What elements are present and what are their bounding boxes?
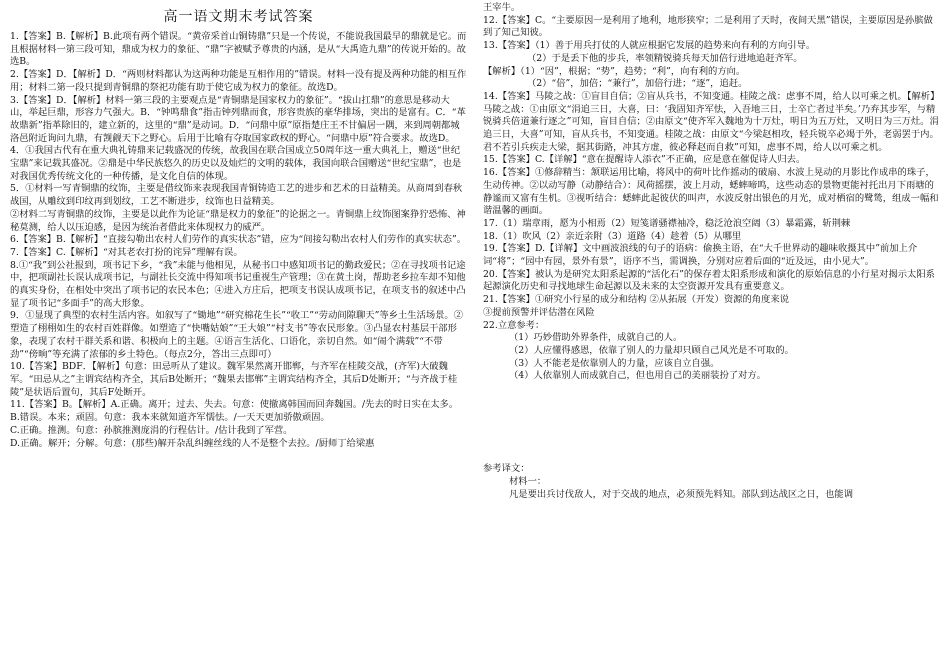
answer-19: 19.【答案】D.【详解】文中画波浪线的句子的语病：偷换主语，在“大千世界动的趣味收摄其中”前加上介词“将”；“园中有园，景外有景”，语序不当，需调换，分别对应着后面的“近及远，由小见大”。: [483, 243, 918, 268]
page-title: 高一语文期末考试答案: [163, 9, 314, 25]
answer-16: 16.【答案】①修辞精当：颔联运用比喻，将风中的荷叶比作摇动的破扇、水波上晃动的月影比作成串的珠子，生动传神。②以动写静（动静结合）：风荷摇摆，波上月动，蟋蟀啼鸣，这些动态的景物更能衬托出月下雨塘的静谧而又富有生机。③视听结合：蟋蟀此起彼伏的叫声，水波反射出银色的月光，成对栖宿的鹭鸶，组成一幅和谐温馨的画面。: [483, 167, 939, 217]
right-column: [483, 2, 942, 501]
answer-13-1: 13.【答案】（1）善于用兵打仗的人就应根据它发展的趋势来向有利的方向引导。: [483, 40, 816, 52]
answer-21-a: 21.【答案】①研究小行星的成分和结构 ②从拓展（开发）资源的角度来说: [483, 294, 789, 306]
answer-22-point-1: （1）巧妙借助外界条件，成就自己的人。: [509, 332, 683, 344]
translation-heading: 参考译文：: [483, 463, 530, 475]
answer-17: 17.（1）瑞章雨，愿为小相焉（2）短笺谱骚襟袖冷，稳泛沧浪空阔（3）暴霜露，斩荆棘: [483, 217, 851, 229]
answer-11-continued: 王宰牛。: [483, 2, 521, 13]
blank-space: [483, 383, 942, 463]
answer-22-point-4: （4）人依靠别人而成就自己，但也用自己的美丽装扮了对方。: [509, 370, 766, 382]
answer-3: 3.【答案】D．【解析】材料一第三段的主要观点是“青铜鼎是国家权力的象征”。“拔山扛鼎”的意思是移动大山，举起巨鼎，形容力气强大。B．“钟鸣鼎食”指击钟列鼎而食，形容贵族的豪华排场，突出的是富有。C．“革故鼎新”指革除旧的，建立新的，这里的“鼎”是动词。D．“问鼎中原”原指楚庄王不甘偏居一隅，来到周朝都城洛邑附近询问九鼎，有觊觎天下之野心。后用于比喻有夺取国家政权的野心。“问鼎中原”符合要求。故选D。: [10, 94, 466, 144]
translation-subheading: 材料一：: [509, 475, 547, 487]
answer-22-heading: 22.立意参考：: [483, 319, 545, 331]
answer-2: 2.【答案】D．【解析】D．“两则材料都认为这两种功能是互相作用的”错误。材料一没有提及两种功能的相互作用；材料二第一段只提到青铜鼎的祭祀功能有助于使它成为权力的象征。故选D。: [10, 69, 467, 93]
answer-5-part-1: 5．①材料一写青铜鼎的纹饰，主要是借纹饰来表现我国青铜铸造工艺的进步和艺术的日益精美。从商周到春秋战国，从雕纹到印纹再到划纹，工艺不断进步，纹饰也日益精美。: [10, 183, 463, 208]
answer-18: 18.（1）吹风（2）亲近亲附（3）道路（4）趁着（5）从哪里: [483, 230, 742, 242]
answer-5-part-2: ②材料二写青铜鼎的纹饰，主要是以此作为论证“鼎是权力的象征”的论据之一。青铜鼎上纹饰图案狰狞恐怖、神秘莫测，给人以压迫感，是因为统治者借此来体现权力的威严。: [10, 208, 466, 233]
answer-10: 10.【答案】BDF．【解析】句意：田忌听从了建议。魏军果然离开邯郸，与齐军在桂陵交战，(齐军)大破魏军。“田忌从之”主谓宾结构齐全，其后B处断开；“魏果去邯郸”主谓宾结构齐全，其后D处断开；“与齐战于桂陵”是状语后置句，其后F处断开。: [10, 361, 458, 398]
answer-11-a: 11.【答案】B。【解析】A.正确。离开；过去、失去。句意：使撤离韩国而回奔魏国。/先去的时日实在太多。: [10, 399, 459, 411]
left-column: [10, 31, 467, 450]
answer-11-b: B.错误。本来；顽固。句意：我本来就知道齐军懦怯。/一天天更加骄傲顽固。: [10, 412, 330, 424]
answer-14: 14.【答案】马陵之战：①盲目自信；②盲从兵书，不知变通。桂陵之战：虑事不周，给人以可乘之机。【解析】马陵之战：①由原文“涓追三日，大喜，曰：‘我固知齐军怯，入吾地三日，士卒亡者过半矣。’乃弃其步军，与精锐骑兵倍道兼行逐之”可知，盲目自信；②由原文“使齐军入魏地为十万灶，明日为五万灶，又明日为三万灶。涓追三日，大喜”可知，盲从兵书，不知变通。桂陵之战：由原文“今梁赵相攻，轻兵锐卒必竭于外，老弱罢于内。君不若引兵疾走大梁，据其街路，冲其方虚，彼必释赵而自救”可知，虑事不周，给人以可乘之机。: [483, 90, 940, 153]
answer-4: 4．①我国古代有在重大典礼铸鼎来记载盛况的传统，故我国在联合国成立50周年这一重大典礼上，赠送“世纪宝鼎”来记载其盛况。②鼎是中华民族悠久的历史以及灿烂的文明的载体，我国向联合国赠送“世纪宝鼎”，也是对我国优秀传统文化的一种传播，是文化自信的体现。: [10, 145, 462, 182]
answer-13-analysis-2: （2）“倍”，加倍；“兼行”，加倍行进；“逐”，追赶。: [527, 78, 748, 90]
answer-8: 8.①“我”到公社报到，项书记下乡，“我”未能与他相见，从秘书口中感知项书记的勤政爱民；②在寻找项书记途中，把项副社长误认成项书记，与副社长交流中得知项书记重视生产管理；③在黄土岗，帮助老乡拉车却不知他的真实身份，在相处中突出了项书记的农民本色；④进入方庄后，把项支书误认成项书记，在项支书的叙述中凸显了项书记“多面手”的高大形象。: [10, 259, 466, 309]
answer-15: 15.【答案】C.【详解】“意在提醒诗人添衣”不正确，应是意在催促诗人归去。: [483, 154, 806, 166]
answer-22-point-3: （3）人不能老是依靠别人的力量，应该自立自强。: [509, 357, 720, 369]
answer-6: 6.【答案】B.【解析】“直接勾勒出农村人们劳作的真实状态”错，应为“间接勾勒出农村人们劳作的真实状态”。: [10, 234, 467, 246]
answer-21-b: ③提前预警并评估潜在风险: [483, 306, 595, 318]
answer-22-point-2: （2）人应懂得感恩，依靠了别人的力量却只顾自己风光是不可取的。: [509, 344, 794, 356]
answer-1: 1.【答案】B.【解析】B.此项有两个错误。“黄帝采首山铜铸鼎”只是一个传说，不能说我国最早的鼎就是它。而且根据材料一第三段可知，鼎成为权力的象征、“鼎”字被赋予尊贵的内涵，是从“大禹造九鼎”的传说开始的。故选B。: [10, 31, 467, 68]
translation-body: 凡是要出兵讨伐敌人，对于交战的地点，必须预先料知。部队到达战区之日，也能调: [509, 488, 853, 500]
answer-12: 12.【答案】C。“主要原因一是利用了地利，地形狭窄；二是利用了天时，夜间天黑”错误，主要原因是孙膑做到了知己知彼。: [483, 14, 933, 39]
answer-7: 7.【答案】C.【解析】“对其老农打扮的诧异”理解有误。: [10, 246, 243, 258]
answer-11-c: C.正确。推测。句意：孙膑推测庞涓的行程估计。/估计我到了军营。: [10, 424, 293, 436]
answer-11-d: D.正确。解开；分解。句意：(那些)解开杂乱纠缠丝线的人不是整个去拉。/厨师丁给梁惠: [10, 437, 375, 449]
answer-13-2: （2）于是丢下他的步兵，率领精锐骑兵每天加倍行进地追赶齐军。: [527, 52, 803, 64]
answer-13-analysis-1: 【解析】（1）“因”，根据；“势”，趋势；“利”，向有利的方向。: [483, 65, 746, 77]
answer-9: 9．①显现了典型的农村生活内容。如叙写了“锄地”“研究棉花生长”“收工”“劳动间隙聊天”等乡土生活场景。②塑造了栩栩如生的农村百姓群像。如塑造了“快嘴姑娘”“王大娘”“村支书”等农民形象。③凸显农村基层干部形象，表现了农村干群关系和谐、积极向上的主题。④语言生活化、口语化，亲切自然。如“闹个满载”“不带劲”“傍晌”等充满了浓郁的乡土特色。（每点2分，答出三点即可）: [10, 310, 464, 360]
answer-20: 20.【答案】被认为是研究太阳系起源的“活化石”的保存着太阳系形成和演化的原始信息的小行星对揭示太阳系起源演化历史和寻找地球生命起源以及未来的太空资源开发具有重要意义。: [483, 268, 935, 293]
